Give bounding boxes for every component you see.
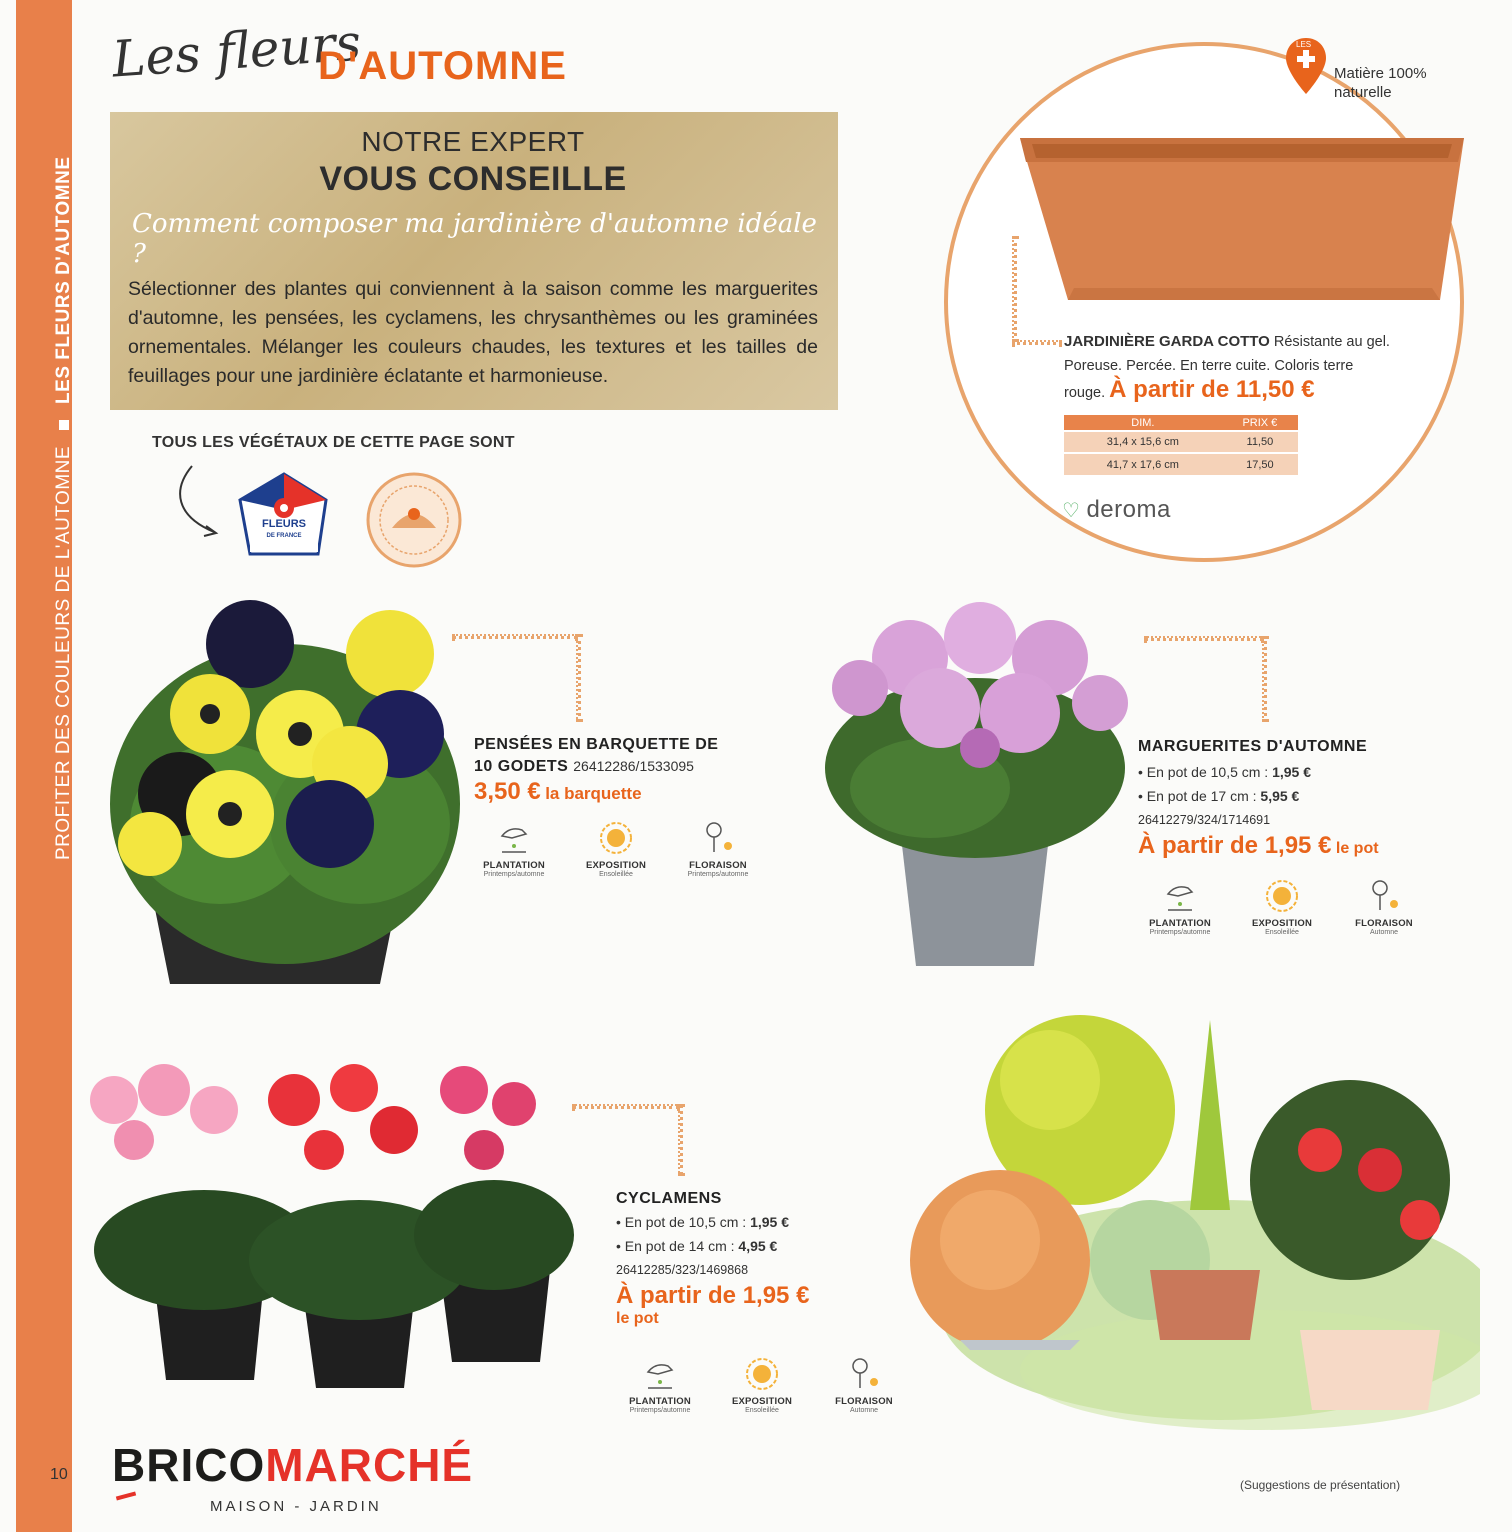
- pansies-pointer: [452, 634, 578, 639]
- planter-pointer: [1012, 236, 1017, 342]
- planter-price-table: [1064, 415, 1298, 475]
- flower-icon: [1366, 878, 1402, 914]
- exposition-badge: [1242, 878, 1322, 936]
- exposition-sub: Ensoleillée: [745, 1407, 779, 1414]
- pansies-title-2: 10 GODETS: [474, 758, 569, 775]
- floraison-sub: Automne: [849, 1407, 879, 1414]
- exposition-label: EXPOSITION: [585, 860, 647, 871]
- chrys-pointer: [1144, 636, 1264, 641]
- quality-seal-logo: [364, 470, 464, 570]
- floraison-badge: [678, 820, 758, 878]
- cyclamens-price: À partir de 1,95 €: [616, 1282, 810, 1309]
- marguerites-ref: 26412279/324/1714691: [1138, 813, 1271, 827]
- marguerites-size-2: • En pot de 17 cm :: [1138, 788, 1257, 804]
- heart-icon: ♡: [1062, 500, 1081, 522]
- marguerites-price-row: [1138, 832, 1498, 860]
- plantation-label: PLANTATION: [483, 860, 545, 871]
- title-script: Les fleurs: [110, 13, 363, 89]
- sun-icon: [744, 1356, 780, 1392]
- pansies-ref: 26412286/1533095: [573, 758, 694, 774]
- labels-heading: TOUS LES VÉGÉTAUX DE CETTE PAGE SONT: [152, 434, 515, 451]
- curved-arrow-icon: [170, 460, 230, 540]
- chrys-pointer-v: [1262, 636, 1267, 722]
- planter-pointer-h: [1012, 340, 1062, 345]
- exposition-sub: Ensoleillée: [599, 871, 633, 878]
- marguerites-price-2: 5,95 €: [1260, 788, 1300, 804]
- title-caps: D'AUTOMNE: [318, 44, 567, 88]
- planter-price: À partir de 11,50 €: [1109, 376, 1315, 403]
- pin-badge-text: LES: [1296, 40, 1312, 49]
- marguerites-size-1: • En pot de 10,5 cm :: [1138, 764, 1269, 780]
- plantation-badge: [474, 820, 554, 878]
- pansies-icons: [474, 820, 758, 878]
- plantation-label: PLANTATION: [1149, 918, 1211, 929]
- exposition-badge: [722, 1356, 802, 1414]
- deroma-text: deroma: [1086, 496, 1171, 523]
- expert-panel: [110, 112, 838, 410]
- page-number: 10: [50, 1466, 68, 1483]
- cyclamens-image: [74, 1060, 574, 1390]
- floraison-badge: [1344, 878, 1424, 936]
- hand-seed-icon: [642, 1356, 678, 1392]
- planter-desc: Résistante au gel. Poreuse. Percée. En terre cuite. Coloris terre rouge.: [1064, 334, 1390, 401]
- deroma-logo: [1062, 496, 1171, 524]
- expert-body: Sélectionner des plantes qui conviennent à la saison comme les marguerites d'automne, les pensées, les cyclamens, les chrysanthèmes ou les graminées ornementales. Mélanger les couleurs chaudes, les textures et les tailles de feuillages pour une jardinière éclatante et harmonieuse.: [128, 278, 818, 387]
- bricomarche-logo: [112, 1438, 473, 1492]
- fleurs-de-france-text: [248, 518, 320, 542]
- floraison-label: FLORAISON: [1355, 918, 1413, 929]
- hand-seed-icon: [1162, 878, 1198, 914]
- brand-subtitle: MAISON - JARDIN: [210, 1498, 382, 1515]
- marguerites-line-1: [1138, 760, 1498, 784]
- sidebar-label: [44, 40, 84, 860]
- table-header-dim: DIM.: [1064, 415, 1222, 431]
- table-cell-price: 17,50: [1222, 453, 1298, 475]
- pansies-price: 3,50 €: [474, 778, 541, 805]
- pansies-image: [100, 584, 470, 994]
- pansies-pointer-v: [576, 634, 581, 722]
- cyclamens-price-1: 1,95 €: [750, 1214, 790, 1230]
- cyclamens-icons: [620, 1356, 904, 1414]
- marguerites-info: [1138, 738, 1498, 860]
- cyclamens-line-2: [616, 1234, 916, 1258]
- plantation-label: PLANTATION: [629, 1396, 691, 1407]
- floraison-sub: Automne: [1369, 929, 1399, 936]
- plantation-sub: Printemps/automne: [629, 1407, 691, 1414]
- cyclamens-info: [616, 1190, 916, 1328]
- floraison-label: FLORAISON: [689, 860, 747, 871]
- pansies-info: [474, 736, 814, 806]
- expert-heading-1: NOTRE EXPERT: [361, 126, 585, 157]
- cyclamens-size-2: • En pot de 14 cm :: [616, 1238, 735, 1254]
- cyclamens-ref: 26412285/323/1469868: [616, 1263, 749, 1277]
- marguerites-unit: le pot: [1335, 840, 1379, 857]
- expert-heading-2: VOUS CONSEILLE: [319, 160, 627, 198]
- hand-seed-icon: [496, 820, 532, 856]
- exposition-sub: Ensoleillée: [1265, 929, 1299, 936]
- pansies-title-1: PENSÉES EN BARQUETTE DE: [474, 736, 719, 753]
- matiere-text: [1334, 64, 1427, 102]
- garden-arrangement-image: [880, 1010, 1480, 1440]
- marguerites-icons: [1140, 878, 1424, 936]
- sidebar-page: LES FLEURS D'AUTOMNE: [53, 156, 74, 404]
- cyclamens-line-1: [616, 1210, 916, 1234]
- expert-question: Comment composer ma jardinière d'automne idéale ?: [132, 209, 817, 269]
- table-cell-price: 11,50: [1222, 431, 1298, 453]
- plantation-sub: Printemps/automne: [1149, 929, 1211, 936]
- cyclamens-size-1: • En pot de 10,5 cm :: [616, 1214, 747, 1230]
- fdf-line-1: FLEURS: [262, 518, 306, 530]
- cyclamens-pointer-v: [678, 1104, 683, 1176]
- flower-icon: [700, 820, 736, 856]
- flower-icon: [846, 1356, 882, 1392]
- floraison-sub: Printemps/automne: [687, 871, 749, 878]
- fdf-line-2: DE FRANCE: [266, 533, 302, 539]
- planter-image: [1012, 118, 1472, 308]
- marguerites-title: MARGUERITES D'AUTOMNE: [1138, 738, 1368, 755]
- suggestions-note: (Suggestions de présentation): [1240, 1478, 1401, 1492]
- table-cell-dim: 41,7 x 17,6 cm: [1064, 453, 1222, 475]
- pansies-title-2-row: [474, 758, 814, 776]
- sidebar-separator: [59, 420, 69, 430]
- brand-accent: [116, 1491, 136, 1500]
- plantation-badge: [1140, 878, 1220, 936]
- brand-part-1: BRICO: [112, 1439, 266, 1491]
- marguerites-line-2: [1138, 784, 1498, 808]
- pansies-price-row: [474, 778, 814, 806]
- exposition-badge: [576, 820, 656, 878]
- chrysanthemum-image: [790, 588, 1150, 972]
- table-row: [1064, 431, 1298, 453]
- cyclamens-pointer: [572, 1104, 680, 1109]
- exposition-label: EXPOSITION: [1251, 918, 1313, 929]
- matiere-line-1: Matière 100%: [1334, 65, 1427, 82]
- cyclamens-unit: le pot: [616, 1310, 659, 1327]
- cyclamens-price-2: 4,95 €: [738, 1238, 778, 1254]
- plantation-badge: [620, 1356, 700, 1414]
- table-cell-dim: 31,4 x 15,6 cm: [1064, 431, 1222, 453]
- planter-description: [1064, 330, 1394, 405]
- plantation-sub: Printemps/automne: [483, 871, 545, 878]
- table-header-price: PRIX €: [1222, 415, 1298, 431]
- planter-name: JARDINIÈRE GARDA COTTO: [1064, 333, 1270, 350]
- pansies-unit: la barquette: [545, 784, 642, 803]
- fleurs-de-france-logo: [226, 470, 342, 562]
- sun-icon: [598, 820, 634, 856]
- brand-part-2: MARCHÉ: [265, 1439, 474, 1491]
- cyclamens-title: CYCLAMENS: [616, 1190, 722, 1207]
- matiere-line-2: naturelle: [1334, 84, 1392, 101]
- floraison-label: FLORAISON: [835, 1396, 893, 1407]
- sidebar-section: PROFITER DES COULEURS DE L'AUTOMNE: [53, 445, 74, 860]
- table-row: [1064, 453, 1298, 475]
- exposition-label: EXPOSITION: [731, 1396, 793, 1407]
- marguerites-price-1: 1,95 €: [1272, 764, 1312, 780]
- sun-icon: [1264, 878, 1300, 914]
- marguerites-price: À partir de 1,95 €: [1138, 832, 1332, 859]
